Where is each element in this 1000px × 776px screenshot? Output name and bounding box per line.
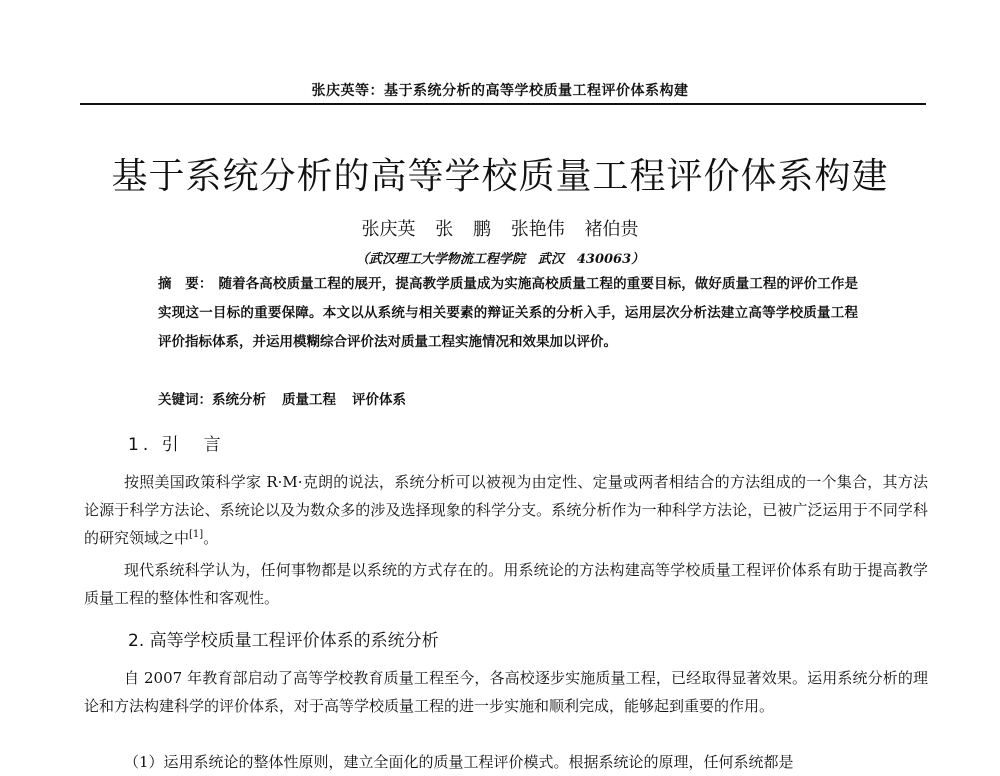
paragraph-end: 。 [203, 529, 219, 547]
keyword: 系统分析 [212, 392, 266, 408]
keywords-label: 关键词： [158, 392, 212, 408]
author-name: 褚伯贵 [584, 219, 639, 240]
header-rule [80, 103, 926, 105]
keyword: 评价体系 [352, 392, 406, 408]
citation-ref[interactable]: [1] [189, 529, 204, 540]
keyword: 质量工程 [282, 392, 336, 408]
body-paragraph: 自 2007 年教育部启动了高等学校教育质量工程至今，各高校逐步实施质量工程，已经取得显著效果。运用系统分析的理论和方法构建科学的评价体系，对于高等学校质量工程的进一步实施和顺利完成，能够起到重要的作用。 [84, 669, 928, 715]
section-heading: 2. 高等学校质量工程评价体系的系统分析 [128, 631, 439, 651]
paragraph-text: 按照美国政策科学家 R·M·克朗的说法，系统分析可以被视为由定性、定量或两者相结合的方法组成的一个集合，其方法论源于科学方法论、系统论以及为数众多的涉及选择现象的科学分支。系统分析作为一种科学方法论，已被广泛运用于不同学科的研究领域之中 [84, 473, 928, 547]
abstract-text: 随着各高校质量工程的展开，提高教学质量成为实施高校质量工程的重要目标，做好质量工程的评价工作是实现这一目标的重要保障。本文以从系统与相关要素的辩证关系的分析入手，运用层次分析法建立高等学校质量工程评价指标体系，并运用模糊综合评价法对质量工程实施情况和效果加以评价。 [158, 276, 859, 350]
author-name: 张艳伟 [510, 219, 565, 240]
abstract-label: 摘 要： [158, 276, 213, 292]
affiliation: （武汉理工大学物流工程学院 武汉 430063） [355, 252, 645, 267]
section-heading: 1. 引 言 [128, 435, 225, 455]
author-list [0, 215, 1000, 241]
body-paragraph [84, 468, 928, 552]
paper-title: 基于系统分析的高等学校质量工程评价体系构建 [111, 156, 889, 197]
keywords [158, 388, 422, 408]
running-header: 张庆英等：基于系统分析的高等学校质量工程评价体系构建 [311, 83, 689, 99]
abstract [158, 270, 858, 357]
author-name: 张 鹏 [435, 219, 491, 240]
author-name: 张庆英 [361, 219, 416, 240]
body-paragraph: 现代系统科学认为，任何事物都是以系统的方式存在的。用系统论的方法构建高等学校质量工程评价体系有助于提高教学质量工程的整体性和客观性。 [84, 561, 928, 607]
body-paragraph: （1）运用系统论的整体性原则，建立全面化的质量工程评价模式。根据系统论的原理，任何系统都是 [124, 753, 794, 771]
